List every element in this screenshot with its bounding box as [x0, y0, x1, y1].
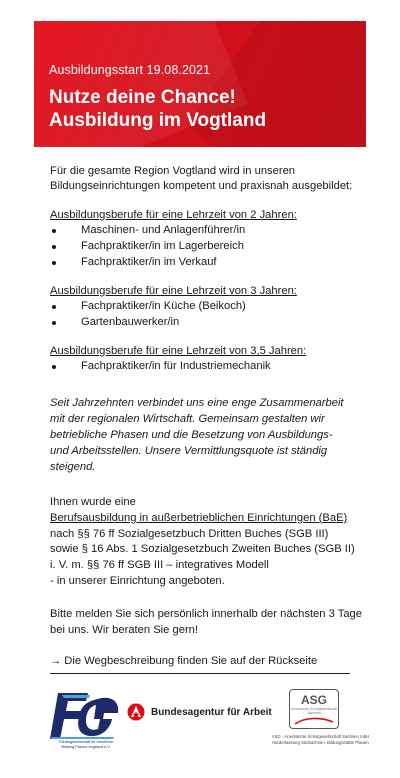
contact-line: Bitte melden Sie sich persönlich innerhalb der nächsten 3 Tage	[50, 607, 362, 620]
list-item	[50, 299, 370, 315]
fg-caption-line: Bildung Plauen-Vogtland e.V.	[61, 745, 111, 749]
cooperation-line: und Arbeitsstellen. Unsere Vermittlungsquote ist ständig	[50, 445, 328, 457]
header-banner	[34, 21, 366, 147]
section-heading: Ausbildungsberufe für eine Lehrzeit von 2 Jahren:	[50, 209, 297, 221]
list-item-label: Fachpraktiker/in Küche (Beikoch)	[81, 300, 246, 312]
bullet-icon	[52, 321, 56, 325]
bae-line: i. V. m. §§ 76 ff SGB III – integratives Modell	[50, 559, 269, 572]
list-item	[50, 255, 370, 271]
bae-program-title: Berufsausbildung in außerbetrieblichen Einrichtungen (BaE)	[50, 511, 348, 524]
training-start-date: Ausbildungsstart 19.08.2021	[49, 63, 211, 77]
bullet-icon	[52, 245, 56, 249]
section-2-years	[50, 208, 370, 271]
ba-logo	[127, 703, 272, 721]
list-item-label: Gartenbauwerker/in	[81, 316, 180, 328]
profession-list	[50, 223, 370, 271]
intro-paragraph	[50, 164, 370, 194]
bullet-icon	[52, 365, 56, 369]
cooperation-line: mit der regionalen Wirtschaft. Gemeinsam gestalten wir	[50, 413, 325, 425]
list-item-label: Fachpraktiker/in im Lagerbereich	[81, 240, 244, 252]
bae-line: - in unserer Einrichtung angeboten.	[50, 574, 225, 587]
list-item	[50, 315, 370, 331]
cooperation-line: betriebliche Phasen und die Besetzung von Ausbildungs-	[50, 429, 333, 441]
fg-caption	[46, 740, 126, 750]
bae-line: nach §§ 76 ff Sozialgesetzbuch Dritten Buches (SGB III)	[50, 527, 329, 540]
section-3-5-years	[50, 344, 370, 375]
list-item-label: Fachpraktiker/in im Verkauf	[81, 256, 217, 268]
section-heading: Ausbildungsberufe für eine Lehrzeit von 3 Jahren:	[50, 285, 297, 297]
banner-title-line-2: Ausbildung im Vogtland	[49, 110, 267, 131]
asg-logo-title: ASG	[300, 693, 327, 707]
asg-caption-line: Niederlassung Südsachsen, Bildungsstätte Plauen	[272, 740, 369, 745]
asg-logo	[289, 689, 339, 729]
directions-note: → Die Wegbeschreibung finden Sie auf der Rückseite	[50, 654, 318, 667]
banner-title-line-1: Nutze deine Chance!	[49, 87, 236, 108]
asg-logo-subtitle: Anerkannte Schulgesellschaft Sachsen	[290, 707, 338, 715]
profession-list	[50, 299, 370, 331]
main-content	[50, 164, 370, 683]
bullet-icon	[52, 229, 56, 233]
profession-list	[50, 359, 370, 375]
cooperation-paragraph	[50, 395, 370, 475]
list-item	[50, 239, 370, 255]
footer-divider	[50, 673, 350, 674]
list-item	[50, 359, 370, 375]
section-heading: Ausbildungsberufe für eine Lehrzeit von 3,5 Jahren:	[50, 345, 307, 357]
bullet-icon	[52, 305, 56, 309]
asg-swoosh-icon	[291, 716, 337, 726]
bae-line: Ihnen wurde eine	[50, 496, 136, 508]
list-item-label: Maschinen- und Anlagenführer/in	[81, 224, 246, 236]
ba-emblem-icon	[127, 703, 145, 721]
intro-line: Für die gesamte Region Vogtland wird in unseren	[50, 165, 296, 177]
asg-caption-line: ASG - Anerkannte Schulgesellschaft Sachsen mbH	[271, 734, 370, 739]
bae-paragraph	[50, 495, 370, 590]
contact-paragraph	[50, 606, 370, 638]
cooperation-line: steigend.	[50, 461, 96, 473]
section-3-years	[50, 284, 370, 331]
bullet-icon	[52, 261, 56, 265]
fg-logo	[48, 689, 122, 741]
cooperation-line: Seit Jahrzehnten verbindet uns eine enge Zusammenarbeit	[50, 397, 344, 409]
contact-line: bei uns. Wir beraten Sie gern!	[50, 623, 198, 636]
list-item-label: Fachpraktiker/in für Industriemechanik	[81, 360, 271, 372]
fg-caption-line: Fördergesellschaft für berufliche	[58, 740, 114, 744]
asg-caption	[243, 734, 398, 746]
list-item	[50, 223, 370, 239]
banner-title	[49, 86, 266, 132]
ba-name: Bundesagentur für Arbeit	[151, 706, 272, 718]
intro-line: Bildungseinrichtungen kompetent und praxisnah ausgebildet:	[50, 180, 353, 192]
bae-line: sowie § 16 Abs. 1 Sozialgesetzbuch Zweiten Buches (SGB II)	[50, 543, 355, 556]
